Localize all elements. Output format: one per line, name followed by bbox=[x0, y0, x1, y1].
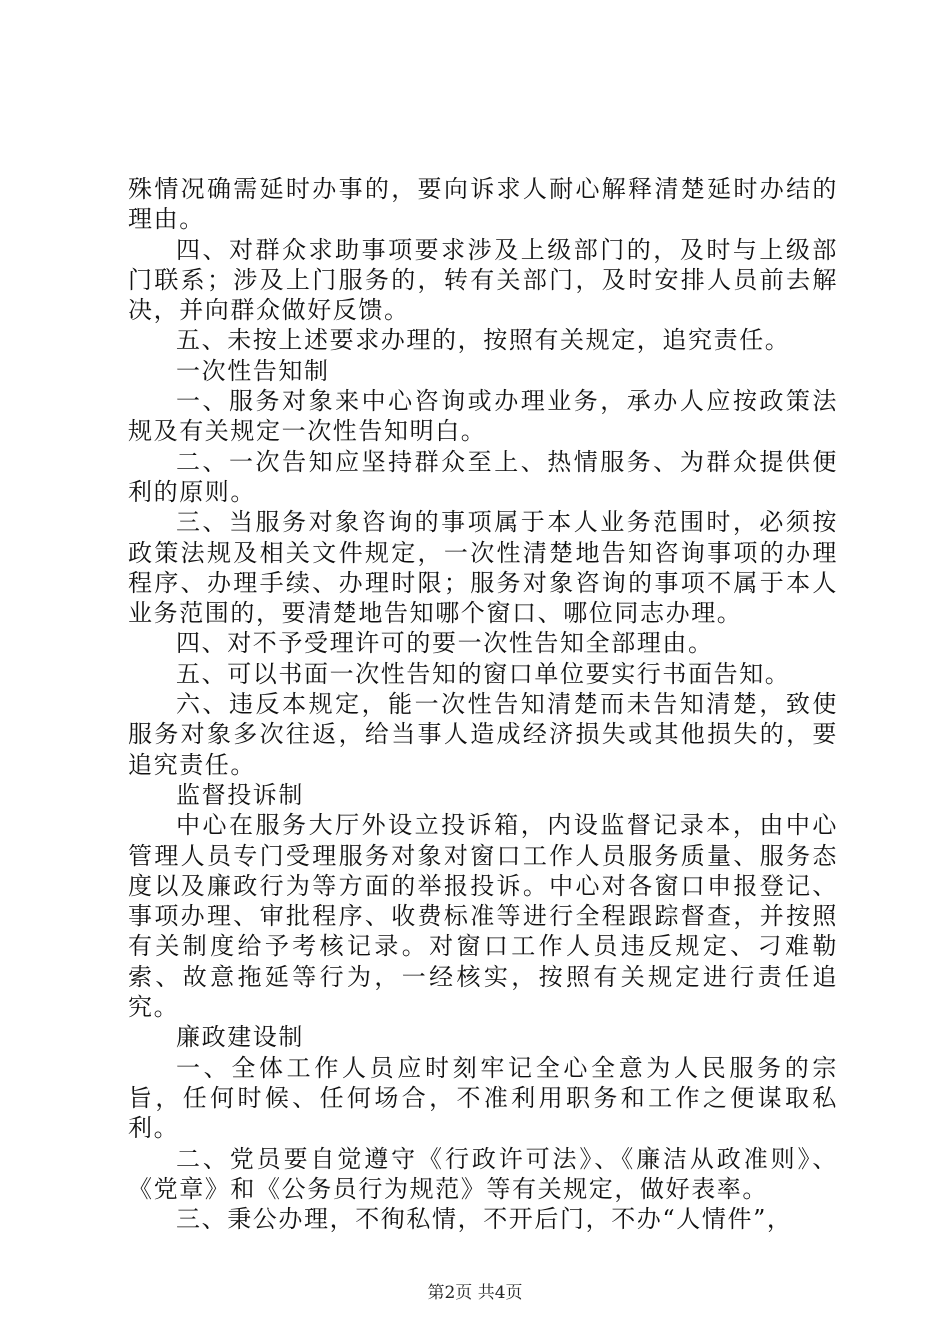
paragraph: 五、可以书面一次性告知的窗口单位要实行书面告知。 bbox=[176, 659, 791, 688]
section-heading: 监督投诉制 bbox=[176, 780, 304, 809]
paragraph: 二、一次告知应坚持群众至上、热情服务、为群众提供便利的原则。 bbox=[128, 447, 838, 506]
paragraph: 三、秉公办理，不徇私情，不开后门，不办“人情件”， bbox=[176, 1205, 793, 1234]
paragraph: 一、服务对象来中心咨询或办理业务，承办人应按政策法规及有关规定一次性告知明白。 bbox=[128, 387, 838, 446]
page-footer: 第2页 共4页 bbox=[427, 1283, 523, 1303]
paragraph: 二、党员要自觉遵守《行政许可法》、《廉洁从政准则》、《党章》和《公务员行为规范》等有关规定，做好表率。 bbox=[128, 1144, 838, 1203]
paragraph: 殊情况确需延时办事的，要向诉求人耐心解释清楚延时办结的理由。 bbox=[128, 175, 838, 234]
section-heading: 一次性告知制 bbox=[176, 356, 330, 385]
paragraph: 六、违反本规定，能一次性告知清楚而未告知清楚，致使服务对象多次往返，给当事人造成经济损失或其他损失的，要追究责任。 bbox=[128, 690, 838, 779]
paragraph: 三、当服务对象咨询的事项属于本人业务范围时，必须按政策法规及相关文件规定，一次性清楚地告知咨询事项的办理程序、办理手续、办理时限；服务对象咨询的事项不属于本人业务范围的，要清楚地告知哪个窗口、哪位同志办理。 bbox=[128, 508, 838, 628]
section-heading: 廉政建设制 bbox=[176, 1023, 304, 1052]
document-body bbox=[128, 174, 838, 1234]
paragraph: 四、对群众求助事项要求涉及上级部门的，及时与上级部门联系；涉及上门服务的，转有关部门，及时安排人员前去解决，并向群众做好反馈。 bbox=[128, 235, 838, 325]
paragraph: 五、未按上述要求办理的，按照有关规定，追究责任。 bbox=[176, 326, 791, 355]
paragraph: 四、对不予受理许可的要一次性告知全部理由。 bbox=[176, 629, 714, 658]
paragraph: 中心在服务大厅外设立投诉箱，内设监督记录本，由中心管理人员专门受理服务对象对窗口工作人员服务质量、服务态度以及廉政行为等方面的举报投诉。中心对各窗口申报登记、事项办理、审批程序、收费标准等进行全程跟踪督查，并按照有关制度给予考核记录。对窗口工作人员违反规定、刁难勒索、故意拖延等行为，一经核实，按照有关规定进行责任追究。 bbox=[128, 811, 838, 1022]
paragraph: 一、全体工作人员应时刻牢记全心全意为人民服务的宗旨，任何时候、任何场合，不准利用职务和工作之便谋取私利。 bbox=[128, 1053, 838, 1143]
